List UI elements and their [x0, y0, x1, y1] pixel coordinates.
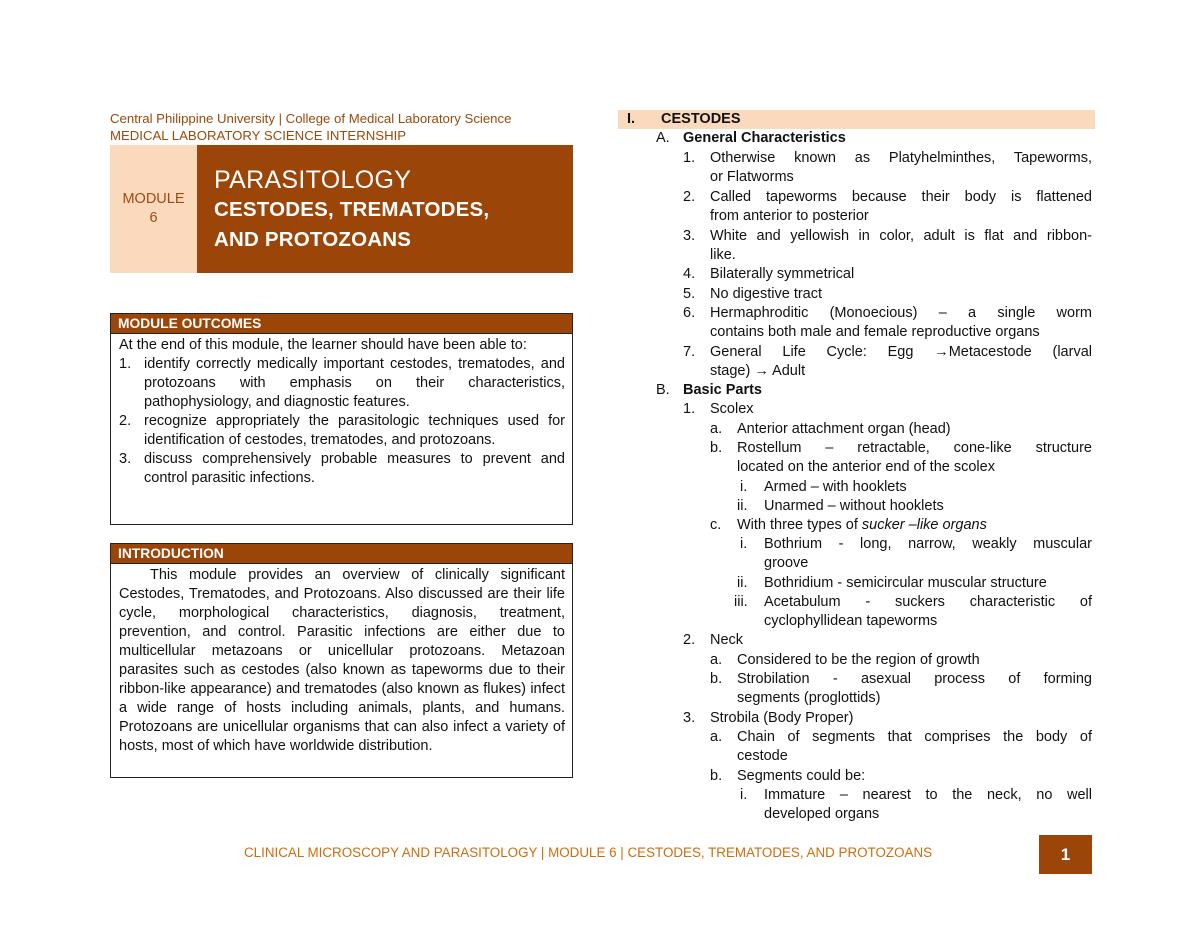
item-number: 2.	[683, 189, 696, 205]
section-title: CESTODES	[661, 111, 741, 127]
sub-item-text: Segments could be:	[737, 768, 866, 784]
item-text: White and yellowish in color, adult is flat and ribbon-	[710, 228, 1092, 244]
introduction-box	[110, 543, 573, 778]
item-text: contains both male and female reproductive organs	[710, 324, 1040, 340]
sub-item-text	[737, 516, 987, 535]
roman-number: i.	[740, 536, 748, 552]
part-title: Neck	[710, 632, 744, 648]
roman-text: Bothrium - long, narrow, weakly muscular	[764, 536, 1092, 552]
item-number: 3.	[683, 228, 696, 244]
subsection-letter: B.	[656, 382, 670, 398]
part-number: 2.	[683, 632, 696, 648]
outcome-number: 3.	[119, 451, 132, 467]
topic-title-line2: AND PROTOZOANS	[214, 228, 412, 251]
outcome-text: identify correctly medically important cestodes, trematodes, and protozoans with emphasis on their characteristics, pathophysiology, and diagnostic features.	[144, 356, 565, 410]
part-title: Scolex	[710, 401, 754, 417]
outcomes-list	[119, 355, 565, 488]
roman-text: groove	[764, 555, 809, 571]
sub-item-letter: b.	[710, 440, 723, 456]
outcome-number: 2.	[119, 413, 132, 429]
sub-item-text: cestode	[737, 748, 788, 764]
introduction-text: This module provides an overview of clinically significant Cestodes, Trematodes, and Protozoans. Also discussed are their life cycle, morphological characteristics, diagnosis, treatment, prevention, and control. Parasitic infections are either due to multicellular metazoans or unicellular protozoans. Metazoan parasites such as cestodes (also known as tapeworms due to their ribbon-like appearance) and trematodes (also known as flukes) infect a wide range of hosts including animals, plants, and humans. Protozoans are unicellular organisms that can also infect a variety of hosts, most of which have worldwide distribution.	[119, 567, 565, 754]
item-text: Called tapeworms because their body is flattened	[710, 189, 1092, 205]
sub-item-text: located on the anterior end of the scolex	[737, 459, 995, 475]
roman-text: Immature – nearest to the neck, no well	[764, 787, 1092, 803]
sub-item-text: Anterior attachment organ (head)	[737, 421, 951, 437]
sub-item-letter: b.	[710, 768, 723, 784]
module-number-box	[110, 145, 197, 273]
item-number: 1.	[683, 150, 696, 166]
sub-item-letter: a.	[710, 652, 723, 668]
page-footer: CLINICAL MICROSCOPY AND PARASITOLOGY | MODULE 6 | CESTODES, TREMATODES, AND PROTOZOANS	[244, 845, 933, 860]
sub-item-letter: c.	[710, 517, 722, 533]
roman-number: ii.	[737, 498, 748, 514]
outcomes-heading: MODULE OUTCOMES	[111, 314, 572, 334]
section-heading-bar	[618, 110, 1095, 129]
item-number: 7.	[683, 344, 696, 360]
sub-item-text: Chain of segments that comprises the body of	[737, 729, 1092, 745]
item-number: 4.	[683, 266, 696, 282]
part-number: 3.	[683, 710, 696, 726]
introduction-heading: INTRODUCTION	[111, 544, 572, 564]
outcome-item	[119, 412, 565, 450]
item-text: General Life Cycle: Egg →Metacestode (larval	[710, 344, 1092, 360]
sub-item-text: Rostellum – retractable, cone-like structure	[737, 440, 1092, 456]
roman-text: Bothridium - semicircular muscular structure	[764, 575, 1047, 591]
item-text: like.	[710, 247, 736, 263]
item-text: from anterior to posterior	[710, 208, 869, 224]
section-number: I.	[627, 111, 636, 127]
item-text: No digestive tract	[710, 286, 823, 302]
outcome-item	[119, 450, 565, 488]
item-number: 5.	[683, 286, 696, 302]
roman-text: Acetabulum - suckers characteristic of	[764, 594, 1092, 610]
sub-item-text-italic: sucker –like organs	[861, 517, 987, 533]
subsection-title: Basic Parts	[683, 382, 762, 398]
module-label: MODULE	[122, 191, 185, 207]
roman-number: iii.	[734, 594, 748, 610]
sub-item-text-plain: With three types of	[737, 517, 862, 533]
outcome-item	[119, 355, 565, 412]
outcome-number: 1.	[119, 356, 132, 372]
subsection-letter: A.	[656, 130, 670, 146]
item-text: Hermaphroditic (Monoecious) – a single worm	[710, 305, 1092, 321]
roman-text: cyclophyllidean tapeworms	[764, 613, 938, 629]
sub-item-letter: a.	[710, 421, 723, 437]
module-number: 6	[149, 210, 158, 226]
part-number: 1.	[683, 401, 696, 417]
sub-item-text: Strobilation - asexual process of forming	[737, 671, 1092, 687]
subsection-title: General Characteristics	[683, 130, 846, 146]
item-text: or Flatworms	[710, 169, 794, 185]
outcomes-intro: At the end of this module, the learner should have been able to:	[119, 337, 527, 353]
outcome-text: recognize appropriately the parasitologic techniques used for identification of cestodes, trematodes, and protozoans.	[144, 413, 565, 448]
sub-item-letter: a.	[710, 729, 723, 745]
module-banner	[110, 145, 573, 273]
roman-number: i.	[740, 479, 748, 495]
roman-text: Armed – with hooklets	[764, 479, 907, 495]
roman-text: Unarmed – without hooklets	[764, 498, 944, 514]
sub-item-text: Considered to be the region of growth	[737, 652, 980, 668]
item-text: Bilaterally symmetrical	[710, 266, 855, 282]
roman-text: developed organs	[764, 806, 880, 822]
part-title: Strobila (Body Proper)	[710, 710, 854, 726]
header-university: Central Philippine University | College of Medical Laboratory Science	[110, 111, 512, 126]
item-text: Otherwise known as Platyhelminthes, Tapeworms,	[710, 150, 1092, 166]
outcome-text: discuss comprehensively probable measures to prevent and control parasitic infections.	[144, 451, 565, 486]
roman-number: i.	[740, 787, 748, 803]
item-text: stage) → Adult	[710, 363, 806, 379]
sub-item-text: segments (proglottids)	[737, 690, 881, 706]
sub-item-letter: b.	[710, 671, 723, 687]
subject-title: PARASITOLOGY	[214, 166, 412, 194]
module-title-box	[197, 145, 573, 273]
topic-title-line1: CESTODES, TREMATODES,	[214, 198, 490, 221]
item-number: 6.	[683, 305, 696, 321]
page-number: 1	[1039, 835, 1092, 874]
module-outcomes-box	[110, 313, 573, 525]
roman-number: ii.	[737, 575, 748, 591]
header-program: MEDICAL LABORATORY SCIENCE INTERNSHIP	[110, 128, 407, 143]
